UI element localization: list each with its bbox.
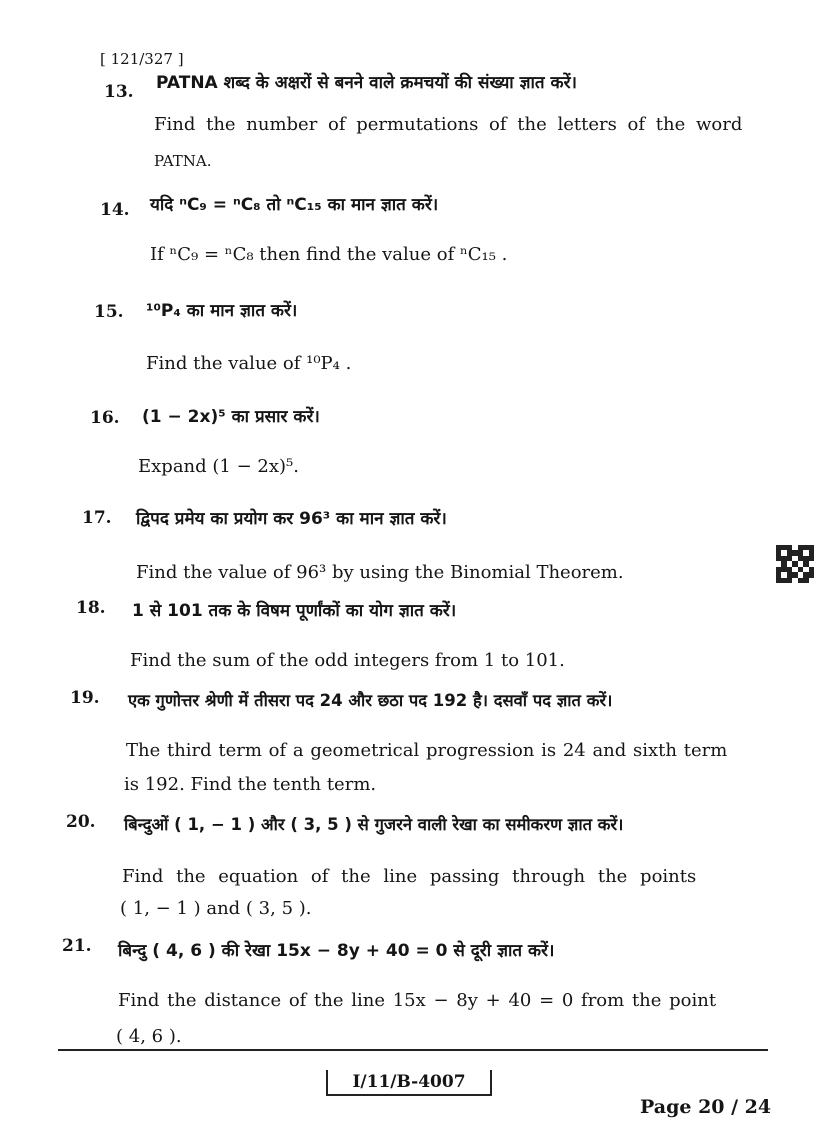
- question-english: Find the value of 96³ by using the Binomial Theorem.: [136, 562, 624, 583]
- question-english: If ⁿC₉ = ⁿC₈ then find the value of ⁿC₁₅ .: [150, 244, 508, 265]
- question-hindi: PATNA शब्द के अक्षरों से बनने वाले क्रमचयों की संख्या ज्ञात करें।: [156, 73, 577, 93]
- question-number: 14.: [100, 200, 130, 220]
- question-hindi: यदि ⁿC₉ = ⁿC₈ तो ⁿC₁₅ का मान ज्ञात करें।: [150, 195, 439, 215]
- question-english-cont: ( 4, 6 ).: [116, 1026, 182, 1047]
- question-hindi: बिन्दु ( 4, 6 ) की रेखा 15x − 8y + 40 = 0 से दूरी ज्ञात करें।: [118, 941, 555, 961]
- question-english: Find the number of permutations of the letters of the word: [154, 114, 743, 135]
- booklet-code: I/11/B-4007: [326, 1070, 492, 1096]
- question-number: 13.: [104, 82, 134, 102]
- question-english-cont: ( 1, − 1 ) and ( 3, 5 ).: [120, 898, 312, 919]
- question-number: 19.: [70, 688, 100, 708]
- question-hindi: ¹⁰P₄ का मान ज्ञात करें।: [146, 301, 298, 321]
- qr-code: [776, 545, 814, 583]
- question-english: Find the value of ¹⁰P₄ .: [146, 353, 352, 374]
- question-number: 21.: [62, 936, 92, 956]
- question-number: 15.: [94, 302, 124, 322]
- question-english-cont: is 192. Find the tenth term.: [124, 774, 377, 795]
- question-english: Find the sum of the odd integers from 1 to 101.: [130, 650, 565, 671]
- question-number: 20.: [66, 812, 96, 832]
- header-code: [ 121/327 ]: [100, 50, 184, 68]
- question-hindi: द्विपद प्रमेय का प्रयोग कर 96³ का मान ज्ञात करें।: [136, 509, 447, 529]
- question-english: Find the equation of the line passing through the points: [122, 866, 697, 887]
- question-english-cont: PATNA.: [154, 152, 212, 170]
- footer-rule: [58, 1049, 768, 1051]
- question-number: 16.: [90, 408, 120, 428]
- question-number: 18.: [76, 598, 106, 618]
- page-number: Page 20 / 24: [640, 1096, 772, 1118]
- question-english: The third term of a geometrical progression is 24 and sixth term: [126, 740, 728, 761]
- question-hindi: 1 से 101 तक के विषम पूर्णांकों का योग ज्ञात करें।: [132, 601, 457, 621]
- question-hindi: एक गुणोत्तर श्रेणी में तीसरा पद 24 और छठा पद 192 है। दसवाँ पद ज्ञात करें।: [128, 691, 613, 710]
- question-hindi: (1 − 2x)⁵ का प्रसार करें।: [142, 407, 320, 427]
- question-english: Find the distance of the line 15x − 8y + 40 = 0 from the point: [118, 990, 717, 1011]
- question-hindi: बिन्दुओं ( 1, − 1 ) और ( 3, 5 ) से गुजरने वाली रेखा का समीकरण ज्ञात करें।: [124, 815, 624, 834]
- question-english: Expand (1 − 2x)⁵.: [138, 456, 299, 477]
- question-number: 17.: [82, 508, 112, 528]
